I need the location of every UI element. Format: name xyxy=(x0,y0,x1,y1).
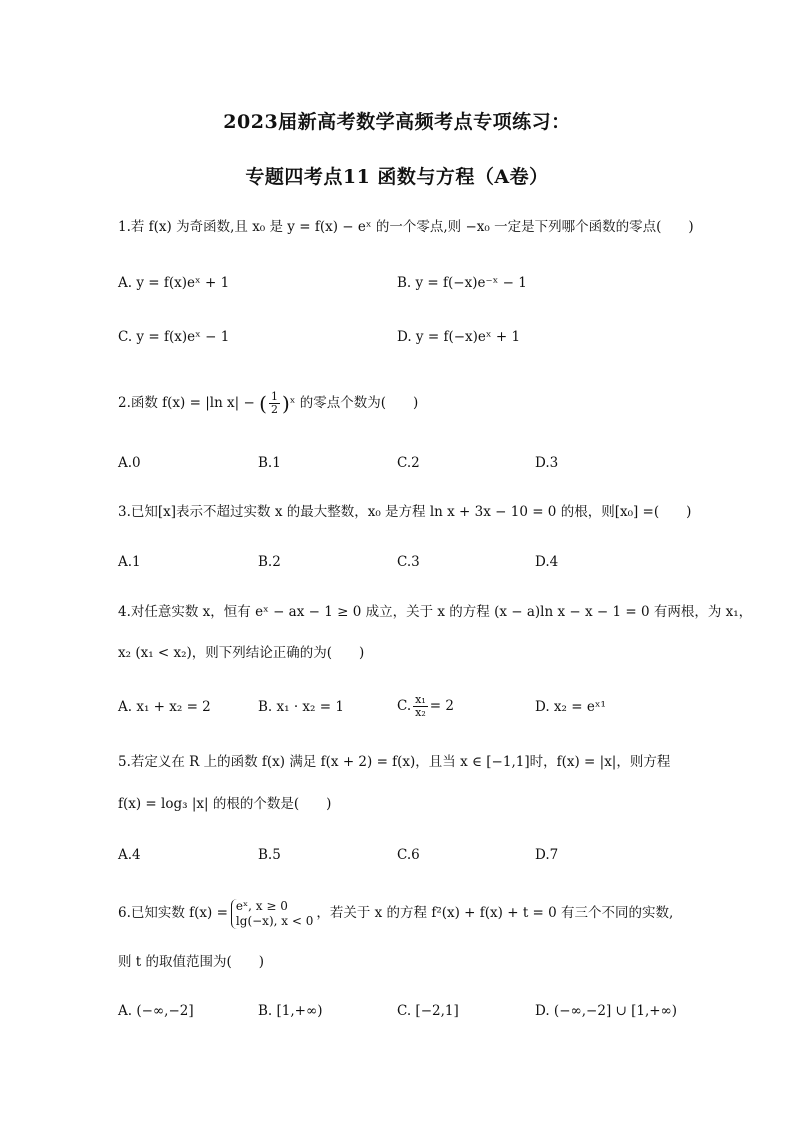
q4-option-c-rhs: = 2 xyxy=(429,698,454,714)
q2-stem-pre: 2.函数 f(x) = |ln x| − xyxy=(118,395,260,411)
q1-option-c: C. y = f(x)eˣ − 1 xyxy=(118,329,230,345)
q2-option-d: D.3 xyxy=(535,455,559,471)
q5-stem-line2: f(x) = log₃ |x| 的根的个数是( ) xyxy=(118,796,332,812)
q2-stem-post: ˣ 的零点个数为( ) xyxy=(289,395,419,411)
q2-option-a: A.0 xyxy=(118,455,141,471)
q6-option-d: D. (−∞,−2] ∪ [1,+∞) xyxy=(535,1003,678,1019)
q2-option-b: B.1 xyxy=(258,455,281,471)
q3-option-a: A.1 xyxy=(118,554,141,570)
q6-option-b: B. [1,+∞) xyxy=(258,1003,323,1019)
q2-fraction xyxy=(269,391,280,416)
q4-option-c-fraction xyxy=(413,694,428,719)
q4-option-c-num: x₁ xyxy=(415,693,426,706)
q4-option-d: D. x₂ = eˣ¹ xyxy=(535,699,606,715)
q5-option-d: D.7 xyxy=(535,847,559,863)
q4-option-a: A. x₁ + x₂ = 2 xyxy=(118,699,211,715)
q3-option-b: B.2 xyxy=(258,554,281,570)
q1-stem: 1.若 f(x) 为奇函数,且 x₀ 是 y = f(x) − eˣ 的一个零点,则 −x₀ 一定是下列哪个函数的零点( ) xyxy=(118,219,694,235)
q2-stem: 2.函数 f(x) = |ln x| − ( $\frac{1}{2}$ )ˣ 的零点个数为( ) xyxy=(118,390,419,416)
q5-stem-line1: 5.若定义在 R 上的函数 f(x) 满足 f(x + 2) = f(x)，且当 x ∈ [−1,1]时，f(x) = |x|，则方程 xyxy=(118,754,671,770)
page-title: 2023届新高考数学高频考点专项练习： xyxy=(223,111,571,133)
q6-option-c: C. [−2,1] xyxy=(397,1003,459,1019)
q5-option-b: B.5 xyxy=(258,847,281,863)
q4-option-b: B. x₁ · x₂ = 1 xyxy=(258,699,344,715)
q6-piecewise-brace xyxy=(231,899,313,929)
q3-option-c: C.3 xyxy=(397,554,420,570)
q6-case-1: eˣ, x ≥ 0 xyxy=(235,898,288,913)
q4-option-c-label: C. xyxy=(397,698,412,714)
page-subtitle: 专题四考点11 函数与方程（A卷） xyxy=(245,166,549,188)
q6-option-a: A. (−∞,−2] xyxy=(118,1003,194,1019)
q2-frac-num: 1 xyxy=(270,390,278,403)
q3-option-d: D.4 xyxy=(535,554,559,570)
q6-stem-pre: 6.已知实数 f(x) = xyxy=(118,905,228,921)
q1-option-d: D. y = f(−x)eˣ + 1 xyxy=(397,329,521,345)
q4-option-c xyxy=(397,692,454,720)
q6-stem-post: ，若关于 x 的方程 f²(x) + f(x) + t = 0 有三个不同的实数, xyxy=(316,905,674,921)
q5-option-c: C.6 xyxy=(397,847,420,863)
q6-stem-line2: 则 t 的取值范围为( ) xyxy=(118,954,265,970)
q1-option-b: B. y = f(−x)e⁻ˣ − 1 xyxy=(397,275,527,291)
q4-option-c-den: x₂ xyxy=(415,706,426,719)
q3-stem: 3.已知[x]表示不超过实数 x 的最大整数，x₀ 是方程 ln x + 3x − 10 = 0 的根，则[x₀] =( ) xyxy=(118,504,692,520)
q1-option-a: A. y = f(x)eˣ + 1 xyxy=(118,275,230,291)
q4-stem-line2: x₂ (x₁ < x₂)，则下列结论正确的为( ) xyxy=(118,645,365,661)
q2-frac-den: 2 xyxy=(270,403,278,416)
q6-stem xyxy=(118,895,673,931)
q4-stem-line1: 4.对任意实数 x，恒有 eˣ − ax − 1 ≥ 0 成立，关于 x 的方程 (x − a)ln x − x − 1 = 0 有两根，为 x₁， xyxy=(118,604,753,620)
q6-case-2: lg(−x), x < 0 xyxy=(235,913,314,928)
q2-option-c: C.2 xyxy=(397,455,420,471)
q5-option-a: A.4 xyxy=(118,847,141,863)
